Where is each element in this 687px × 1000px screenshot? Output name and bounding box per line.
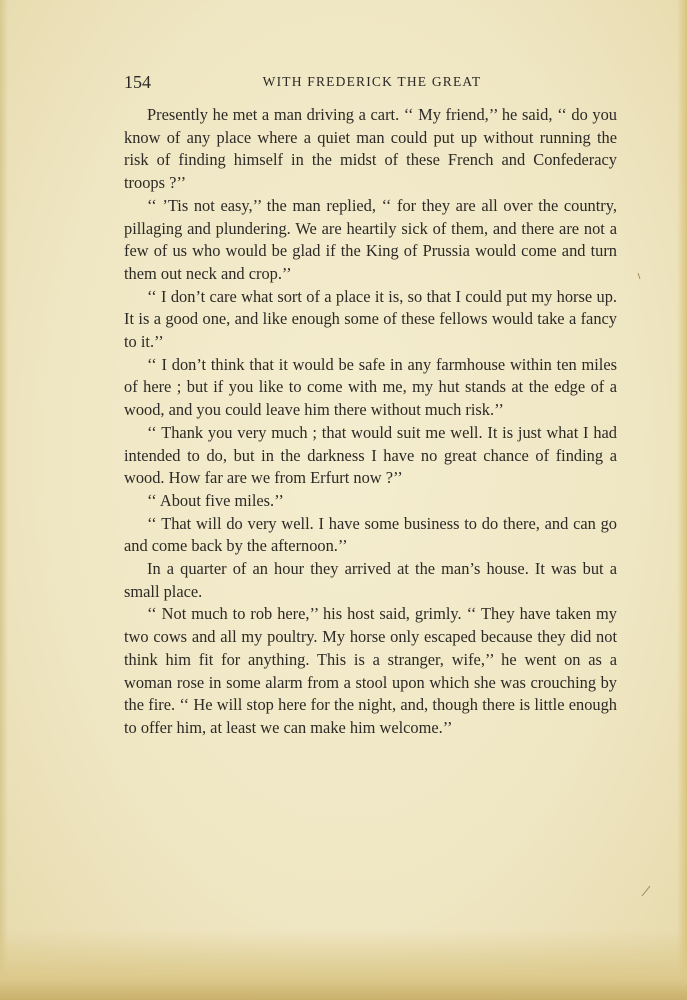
paragraph: ‘‘ I don’t think that it would be safe in any farmhouse within ten miles of here ; but if you like to come with me, my hut stands at the edge of a wood, and you could leave him there without much risk.’’ (124, 354, 617, 420)
page-spine-shadow (0, 0, 8, 1000)
paragraph: ‘‘ About five miles.’’ (147, 490, 284, 510)
paragraph: In a quarter of an hour they arrived at the man’s house. It was but a small place. (124, 559, 617, 601)
paragraph: ‘‘ I don’t care what sort of a place it is, so that I could put my horse up. It is a good one, and like enough some of these fellows would take a fancy to it.’’ (124, 286, 617, 352)
page-bottom-discoloration (0, 930, 687, 1000)
paragraph: ‘‘ Not much to rob here,’’ his host said, grimly. ‘‘ They have taken my two cows and all my poultry. My horse only escaped because they did not think him fit for anything. This is a stranger, wife,’’ he went on as a woman rose in some alarm from a stool upon which she was crouching by the fire. ‘‘ He will stop here for the night, and, though there is little enough to offer him, at least we can make him welcome.’’ (124, 604, 617, 737)
paragraph: ‘‘ ’Tis not easy,’’ the man replied, ‘‘ for they are all over the country, pillaging and plundering. We are heartily sick of them, and there are not a few of us who would be glad if the King of Prussia would come and turn them out neck and crop.’’ (124, 195, 617, 283)
page-header (124, 72, 620, 96)
running-head: WITH FREDERICK THE GREAT (262, 74, 482, 89)
paragraph: ‘‘ Thank you very much ; that would suit me well. It is just what I had intended to do, but in the darkness I have no great chance of finding a wood. How far are we from Erfurt now ?’’ (124, 422, 617, 488)
page-number: 154 (124, 72, 151, 92)
margin-tick-mark (636, 272, 642, 280)
body-text (124, 104, 617, 740)
paragraph: ‘‘ That will do very well. I have some business to do there, and can go and come back by the afternoon.’’ (124, 513, 617, 556)
paragraph: Presently he met a man driving a cart. ‘‘ My friend,’’ he said, ‘‘ do you know of any place where a quiet man could put up without running the risk of finding himself in the midst of these French and Confederacy troops ?’’ (124, 105, 617, 193)
stray-pen-mark (640, 884, 652, 898)
page-edge-shadow (677, 0, 687, 1000)
